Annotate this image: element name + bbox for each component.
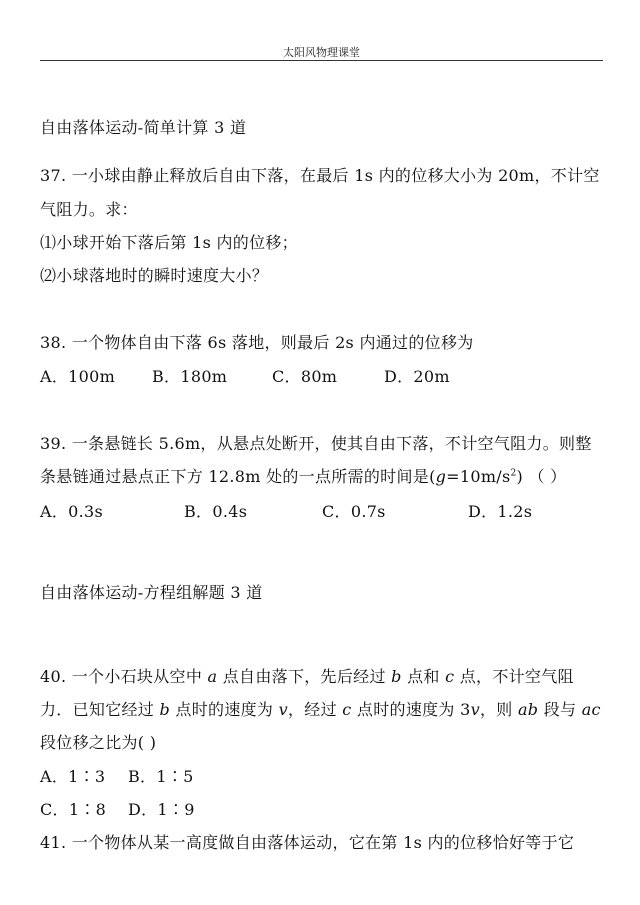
q38-option-a: A．100m xyxy=(40,367,116,386)
q40-line3: 段位移之比为( ) xyxy=(40,733,157,752)
q39-g-symbol: g xyxy=(435,467,447,486)
q40-option-c: C．1∶8 xyxy=(40,800,107,819)
q40-option-d: D．1∶9 xyxy=(128,800,195,819)
q40-line2 xyxy=(40,700,601,720)
q39-line2-post: ) （ ） xyxy=(516,467,567,486)
q39-option-c: C．0.7s xyxy=(322,502,386,521)
q40-options-row2 xyxy=(40,800,195,820)
q37-sub1: ⑴小球开始下落后第 1s 内的位移； xyxy=(40,233,298,252)
q40-text: 力．已知它经过 xyxy=(40,700,160,719)
q40-text: 40. 一个小石块从空中 xyxy=(40,667,208,686)
q37-line1: 37. 一小球由静止释放后自由下落，在最后 1s 内的位移大小为 20m，不计空 xyxy=(40,166,600,185)
q40-text: ，则 xyxy=(479,700,518,719)
q38-stem: 38. 一个物体自由下落 6s 落地，则最后 2s 内通过的位移为 xyxy=(40,333,474,352)
q39-exponent: 2 xyxy=(510,468,517,479)
q40-var-b: b xyxy=(159,700,171,719)
q40-options-row1 xyxy=(40,767,194,787)
q40-text: 点自由落下，先后经过 xyxy=(217,667,392,686)
q40-var-c: c xyxy=(342,700,352,719)
q39-line2-pre: 条悬链通过悬点正下方 12.8m 处的一点所需的时间是( xyxy=(40,467,436,486)
q39-g-value: =10m/s xyxy=(446,467,511,486)
header-rule xyxy=(40,60,603,61)
section-title-equations: 自由落体运动-方程组解题 3 道 xyxy=(40,583,263,602)
q39-option-b: B．0.4s xyxy=(184,502,248,521)
q40-line1 xyxy=(40,667,574,687)
q39-line1: 39. 一条悬链长 5.6m，从悬点处断开，使其自由下落，不计空气阻力。则整 xyxy=(40,434,592,453)
page-header: 太阳风物理课堂 xyxy=(283,46,360,59)
q40-text: 点和 xyxy=(401,667,446,686)
q40-text: 点，不计空气阻 xyxy=(454,667,574,686)
section-title-simple: 自由落体运动-简单计算 3 道 xyxy=(40,118,247,137)
q40-text: 点时的速度为 3 xyxy=(351,700,471,719)
q40-option-b: B．1∶5 xyxy=(128,767,194,786)
q39-option-a: A．0.3s xyxy=(40,502,104,521)
q41-line1: 41. 一个物体从某一高度做自由落体运动，它在第 1s 内的位移恰好等于它 xyxy=(40,833,575,852)
q37-sub2: ⑵小球落地时的瞬时速度大小？ xyxy=(40,266,269,285)
q38-option-d: D．20m xyxy=(384,367,450,386)
q37-line2: 气阻力。求： xyxy=(40,200,138,219)
q39-options xyxy=(40,502,532,522)
q40-var-ab: ab xyxy=(517,700,539,719)
q38-options xyxy=(40,367,450,387)
q39-option-d: D．1.2s xyxy=(468,502,533,521)
q38-option-b: B．180m xyxy=(152,367,228,386)
q40-var-ac: ac xyxy=(581,700,601,719)
q40-text: 段与 xyxy=(538,700,582,719)
q40-var-v: v xyxy=(278,700,288,719)
q40-option-a: A．1∶3 xyxy=(40,767,106,786)
q40-var-v: v xyxy=(470,700,480,719)
q40-text: 点时的速度为 xyxy=(170,700,279,719)
q40-var-b: b xyxy=(391,667,402,686)
q40-var-a: a xyxy=(207,667,218,686)
q40-text: ，经过 xyxy=(287,700,343,719)
q40-var-c: c xyxy=(445,667,455,686)
q38-option-c: C．80m xyxy=(272,367,338,386)
q39-line2 xyxy=(40,467,566,487)
